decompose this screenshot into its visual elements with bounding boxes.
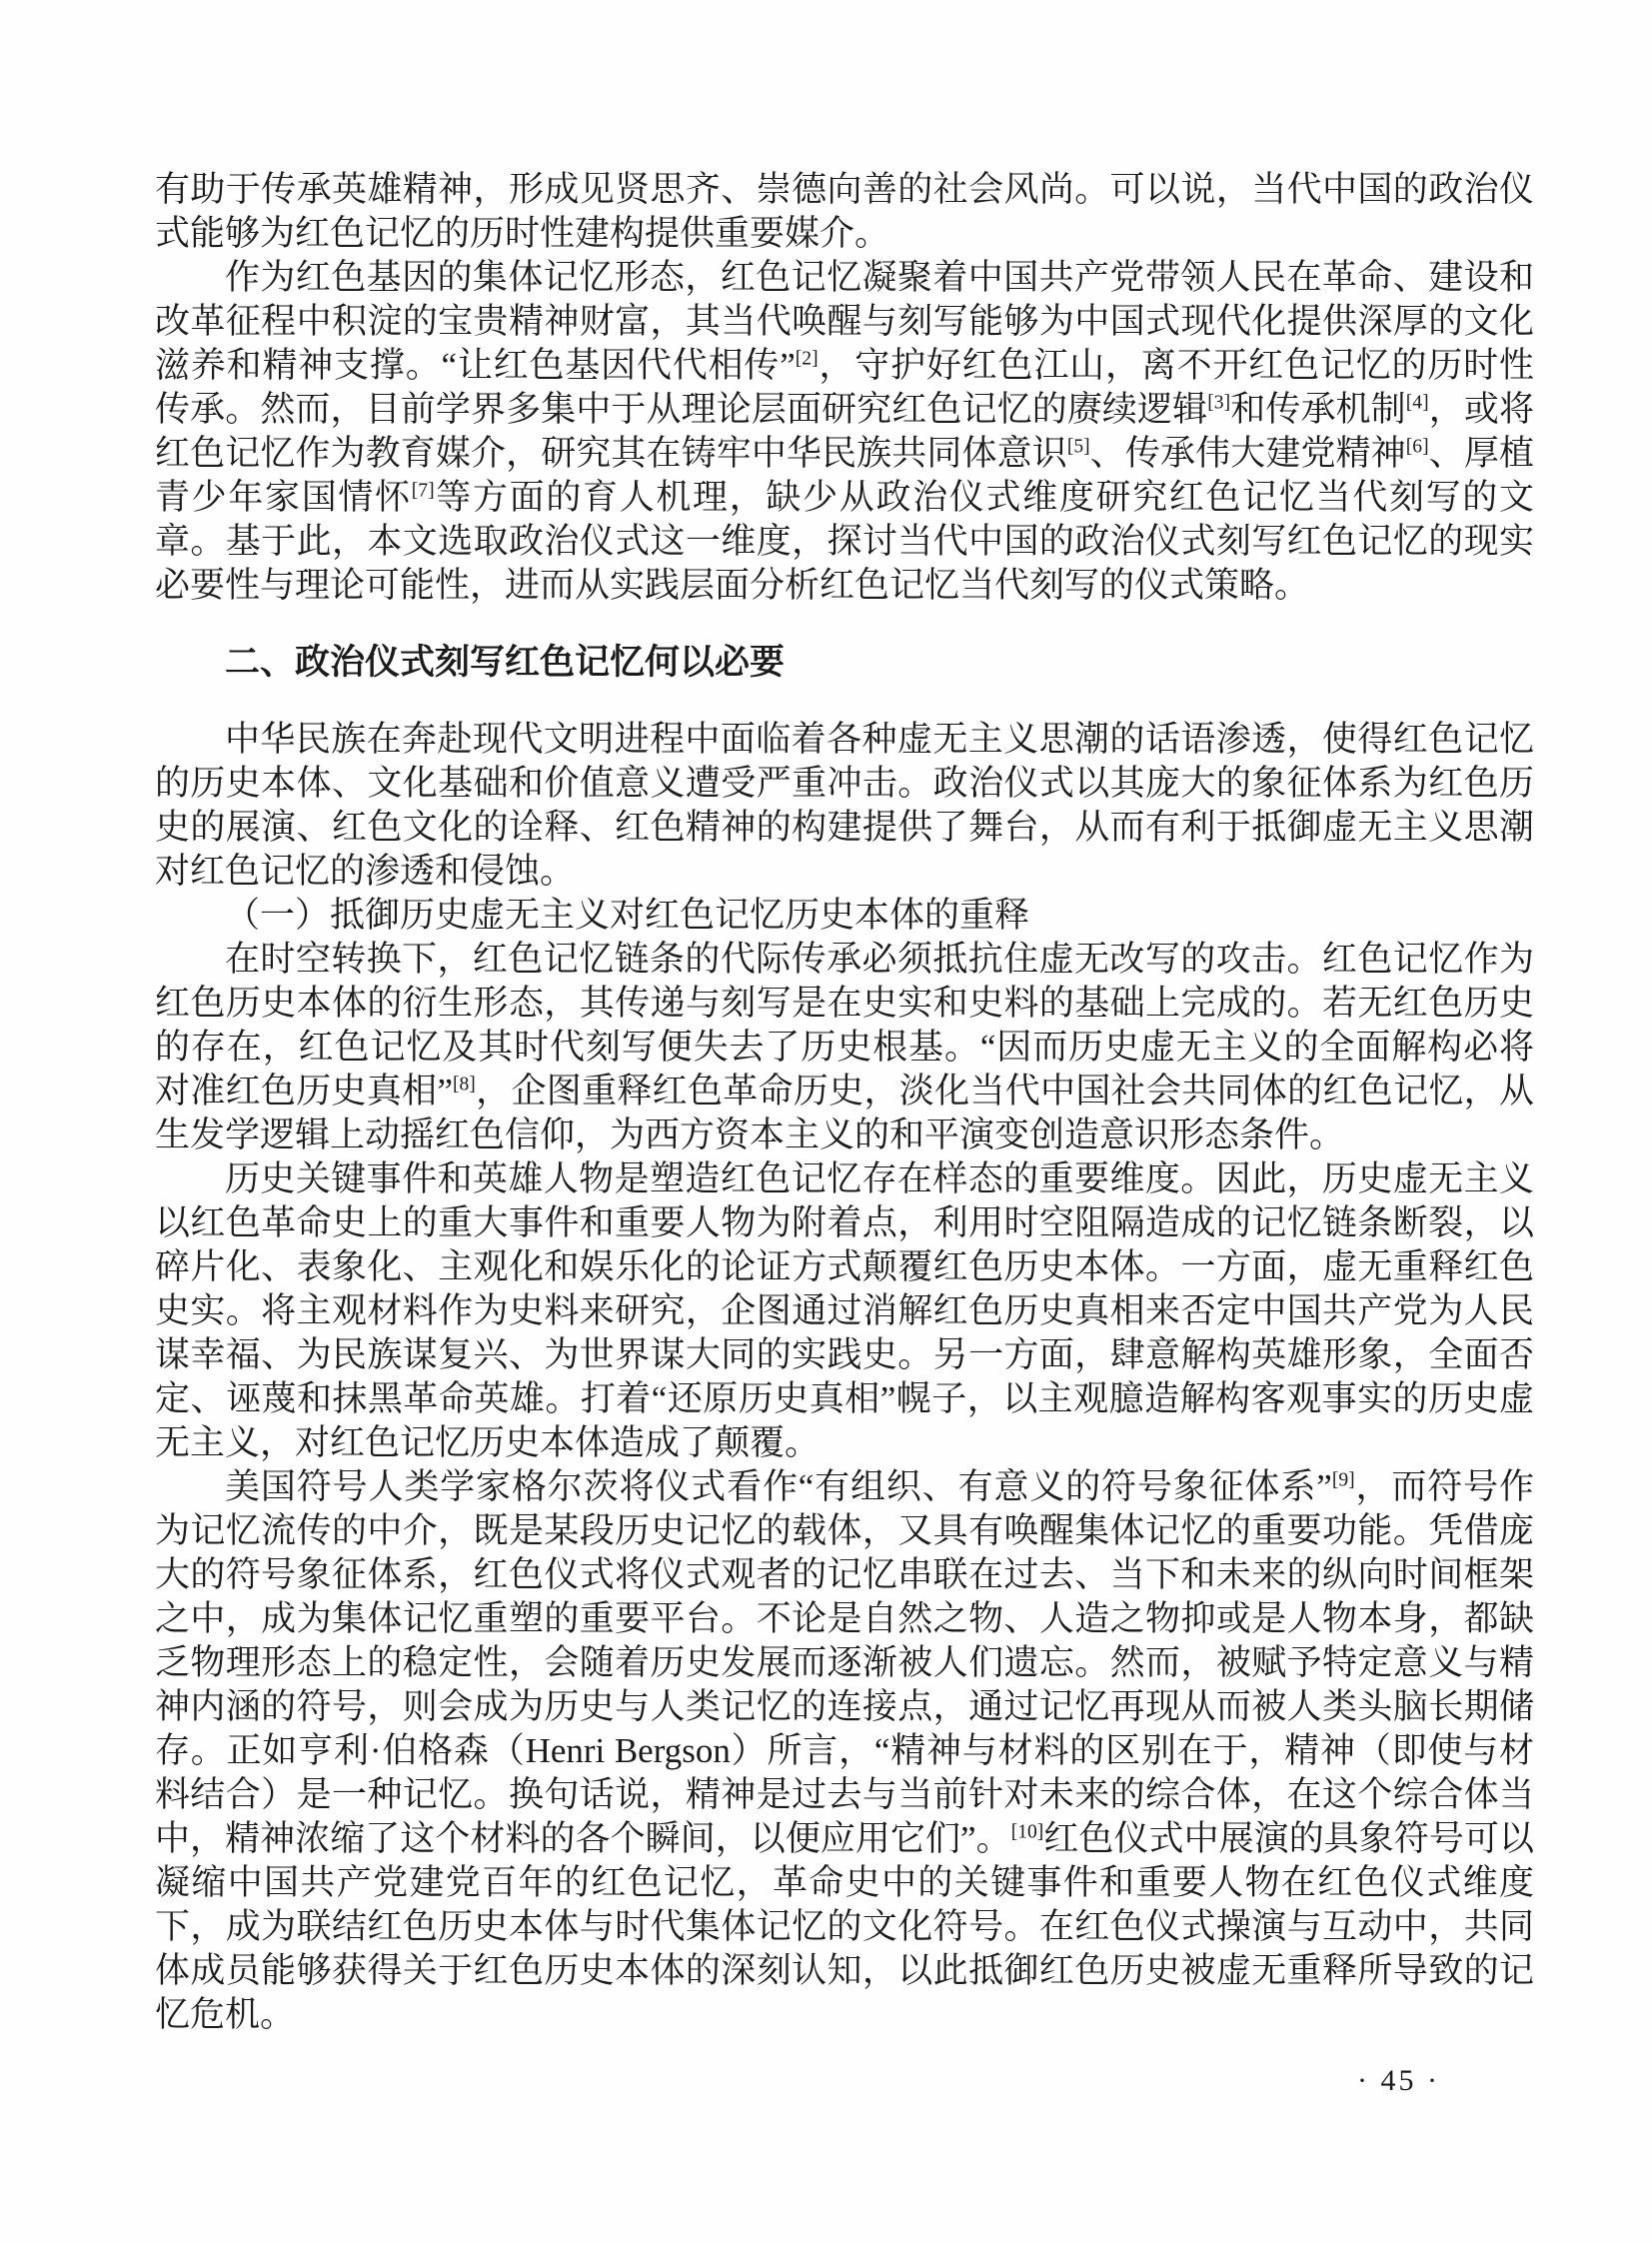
paragraph: 中华民族在奔赴现代文明进程中面临着各种虚无主义思潮的话语渗透，使得红色记忆的历史本体、文化基础和价值意义遭受严重冲击。政治仪式以其庞大的象征体系为红色历史的展演、红色文化的诠释、红色精神的构建提供了舞台，从而有利于抵御虚无主义思潮对红色记忆的渗透和侵蚀。	[155, 720, 1534, 891]
citation-ref: [10]	[1010, 1821, 1044, 1843]
citation-ref: [5]	[1066, 436, 1090, 458]
citation-ref: [7]	[411, 480, 435, 502]
paragraph: 美国符号人类学家格尔茨将仪式看作“有组织、有意义的符号象征体系”[9]，而符号作为记忆流传的中介，既是某段历史记忆的载体，又具有唤醒集体记忆的重要功能。凭借庞大的符号象征体系，红色仪式将仪式观者的记忆串联在过去、当下和未来的纵向时间框架之中，成为集体记忆重塑的重要平台。不论是自然之物、人造之物抑或是人物本身，都缺乏物理形态上的稳定性，会随着历史发展而逐渐被人们遗忘。然而，被赋予特定意义与精神内涵的符号，则会成为历史与人类记忆的连接点，通过记忆再现从而被人类头脑长期储存。正如亨利·伯格森（Henri Bergson）所言，“精神与材料的区别在于，精神（即使与材料结合）是一种记忆。换句话说，精神是过去与当前针对未来的综合体，在这个综合体当中，精神浓缩了这个材料的各个瞬间，以便应用它们”。[10]红色仪式中展演的具象符号可以凝缩中国共产党建党百年的红色记忆，革命史中的关键事件和重要人物在红色仪式维度下，成为联结红色历史本体与时代集体记忆的文化符号。在红色仪式操演与互动中，共同体成员能够获得关于红色历史本体的深刻认知，以此抵御红色历史被虚无重释所导致的记忆危机。	[155, 1467, 1534, 2034]
citation-ref: [4]	[1405, 392, 1429, 414]
page-number: · 45 ·	[1357, 2064, 1440, 2097]
paragraph: 在时空转换下，红色记忆链条的代际传承必须抵抗住虚无改写的攻击。红色记忆作为红色历史本体的衍生形态，其传递与刻写是在史实和史料的基础上完成的。若无红色历史的存在，红色记忆及其时代刻写便失去了历史根基。“因而历史虚无主义的全面解构必将对准红色历史真相”[8]，企图重释红色革命历史，淡化当代中国社会共同体的红色记忆，从生发学逻辑上动摇红色信仰，为西方资本主义的和平演变创造意识形态条件。	[155, 940, 1534, 1154]
citation-ref: [6]	[1405, 436, 1429, 458]
citation-ref: [3]	[1207, 392, 1231, 414]
paragraph: 历史关键事件和英雄人物是塑造红色记忆存在样态的重要维度。因此，历史虚无主义以红色革命史上的重大事件和重要人物为附着点，利用时空阻隔造成的记忆链条断裂，以碎片化、表象化、主观化和娱乐化的论证方式颠覆红色历史本体。一方面，虚无重释红色史实。将主观材料作为史料来研究，企图通过消解红色历史真相来否定中国共产党为人民谋幸福、为民族谋复兴、为世界谋大同的实践史。另一方面，肆意解构英雄形象，全面否定、诬蔑和抹黑革命英雄。打着“还原历史真相”幌子，以主观臆造解构客观事实的历史虚无主义，对红色记忆历史本体造成了颠覆。	[155, 1159, 1534, 1462]
subsection-heading: （一）抵御历史虚无主义对红色记忆历史本体的重释	[225, 896, 1030, 935]
citation-ref: [8]	[452, 1074, 476, 1096]
paragraph-continuation: 有助于传承英雄精神，形成见贤思齐、崇德向善的社会风尚。可以说，当代中国的政治仪式能够为红色记忆的历时性建构提供重要媒介。	[155, 170, 1534, 253]
paragraph-intro: 作为红色基因的集体记忆形态，红色记忆凝聚着中国共产党带领人民在革命、建设和改革征程中积淀的宝贵精神财富，其当代唤醒与刻写能够为中国式现代化提供深厚的文化滋养和精神支撑。“让红色基因代代相传”[2]，守护好红色江山，离不开红色记忆的历时性传承。然而，目前学界多集中于从理论层面研究红色记忆的赓续逻辑[3]和传承机制[4]，或将红色记忆作为教育媒介，研究其在铸牢中华民族共同体意识[5]、传承伟大建党精神[6]、厚植青少年家国情怀[7]等方面的育人机理，缺少从政治仪式维度研究红色记忆当代刻写的文章。基于此，本文选取政治仪式这一维度，探讨当代中国的政治仪式刻写红色记忆的现实必要性与理论可能性，进而从实践层面分析红色记忆当代刻写的仪式策略。	[155, 258, 1534, 605]
citation-ref: [9]	[1331, 1469, 1355, 1491]
citation-ref: [2]	[795, 348, 819, 370]
page-footer	[1357, 2063, 1440, 2099]
article-body	[155, 168, 1534, 2037]
section-heading: 二、政治仪式刻写红色记忆何以必要	[225, 643, 786, 682]
